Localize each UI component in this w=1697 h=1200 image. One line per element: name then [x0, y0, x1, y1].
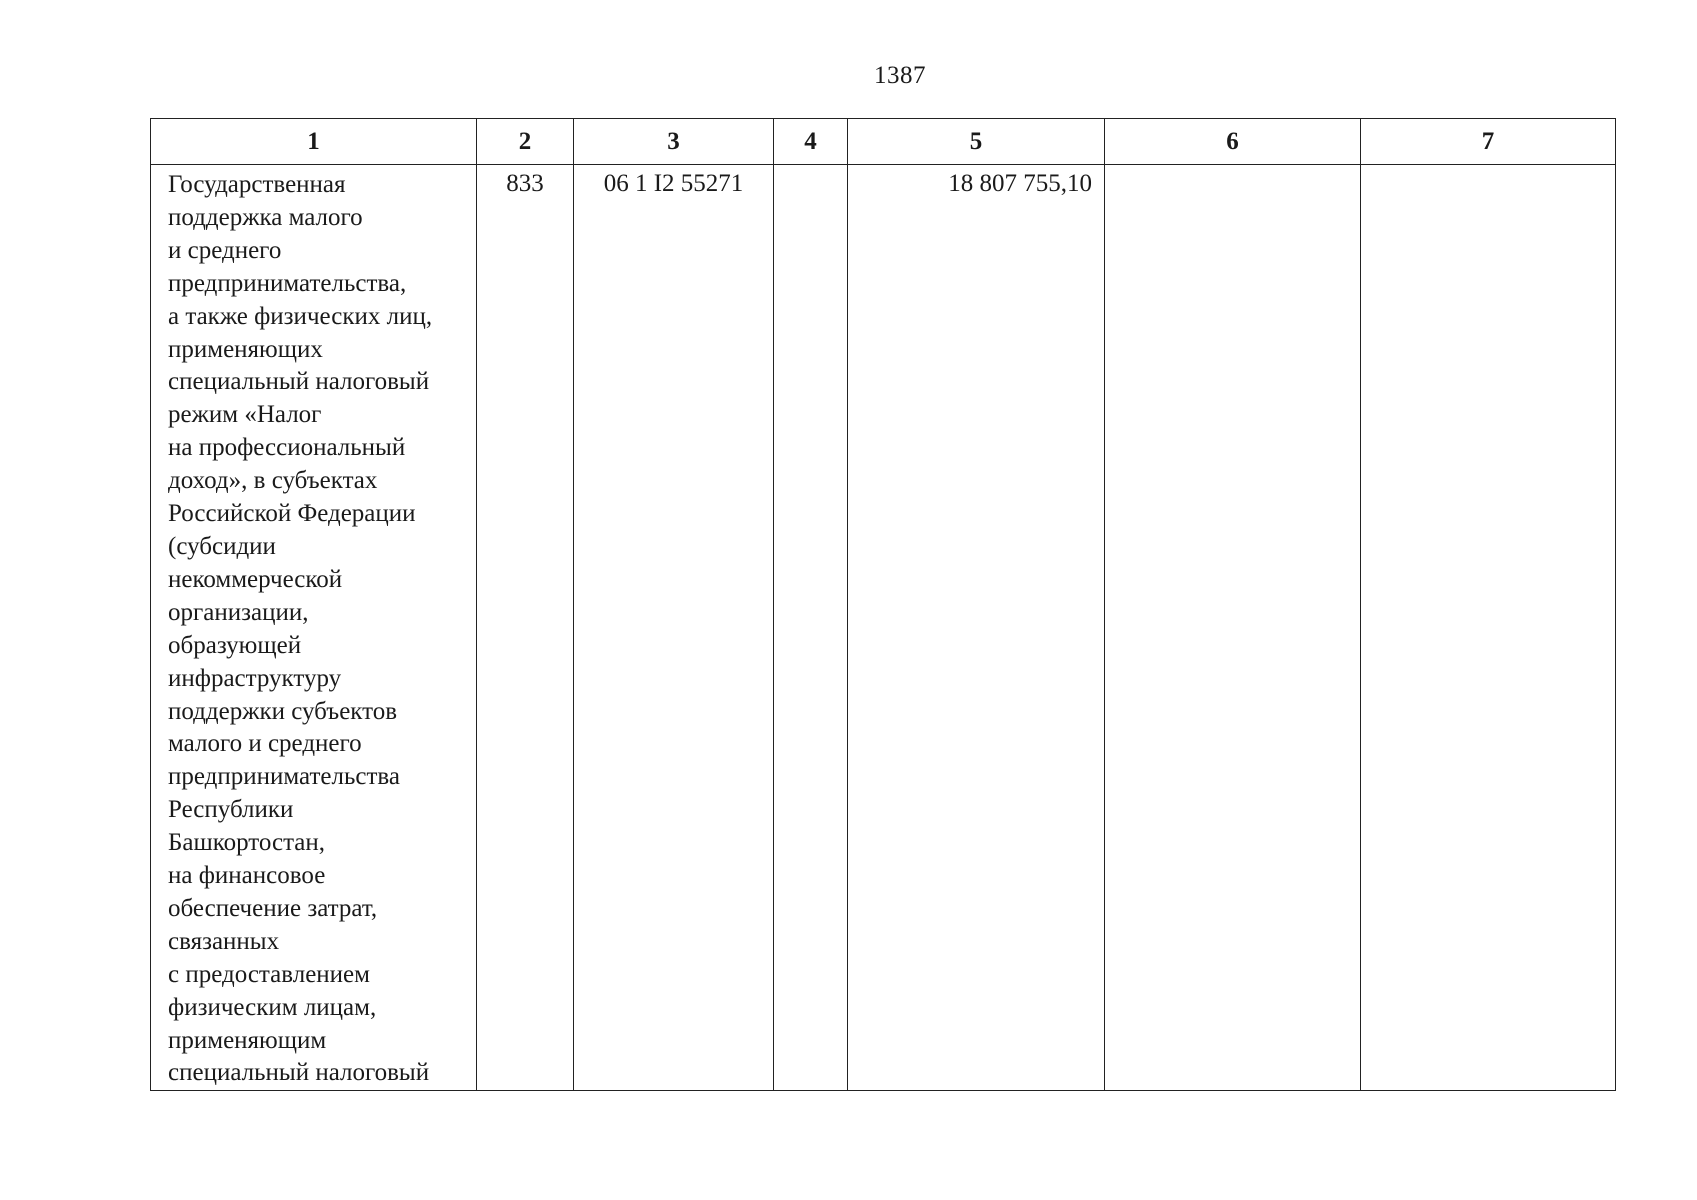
column-header-4: 4: [774, 119, 848, 165]
column-header-7: 7: [1361, 119, 1616, 165]
row-name-text: [168, 169, 470, 1090]
row-code-cell: 833: [477, 165, 574, 1091]
row-name-line: предпринимательства,: [168, 269, 407, 297]
row-name-line: а также физических лиц,: [168, 302, 433, 330]
row-name-line: связанных: [168, 927, 280, 955]
row-name-line: обеспечение затрат,: [168, 894, 378, 922]
row-col6-cell: [1105, 165, 1361, 1091]
row-name-line: применяющим: [168, 1026, 327, 1054]
row-name-line: доход», в субъектах: [168, 467, 378, 495]
row-name-line: образующей: [168, 631, 302, 659]
row-name-line: режим «Налог: [168, 401, 322, 429]
row-name-line: на финансовое: [168, 862, 326, 890]
column-header-1: 1: [151, 119, 477, 165]
column-header-5: 5: [848, 119, 1105, 165]
row-name-line: Башкортостан,: [168, 829, 326, 857]
row-col4-cell: [774, 165, 848, 1091]
row-name-line: применяющих: [168, 335, 323, 363]
row-name-line: специальный налоговый: [168, 1059, 430, 1087]
column-header-2: 2: [477, 119, 574, 165]
row-name-line: физическим лицам,: [168, 993, 377, 1021]
row-name-line: поддержки субъектов: [168, 697, 398, 725]
row-name-line: малого и среднего: [168, 730, 362, 758]
column-header-3: 3: [574, 119, 774, 165]
row-name-line: на профессиональный: [168, 434, 406, 462]
row-name-line: Российской Федерации: [168, 500, 416, 528]
header-row: [151, 119, 1616, 165]
row-name-line: предпринимательства: [168, 763, 400, 791]
column-header-6: 6: [1105, 119, 1361, 165]
row-name-line: и среднего: [168, 236, 282, 264]
row-amount-cell: 18 807 755,10: [848, 165, 1105, 1091]
row-name-line: с предоставлением: [168, 960, 370, 988]
page-number: 1387: [874, 62, 926, 89]
table-row: [151, 165, 1616, 1091]
row-name-line: Республики: [168, 796, 294, 824]
row-name-line: Государственная: [168, 171, 346, 198]
row-classification-cell: 06 1 I2 55271: [574, 165, 774, 1091]
row-name-line: специальный налоговый: [168, 368, 430, 396]
row-name-cell: [151, 165, 477, 1091]
row-name-line: поддержка малого: [168, 203, 363, 231]
row-name-line: некоммерческой: [168, 565, 343, 593]
row-name-line: организации,: [168, 598, 309, 626]
budget-table: [150, 118, 1616, 1091]
row-name-line: (субсидии: [168, 532, 276, 560]
row-name-line: инфраструктуру: [168, 664, 342, 692]
row-col7-cell: [1361, 165, 1616, 1091]
